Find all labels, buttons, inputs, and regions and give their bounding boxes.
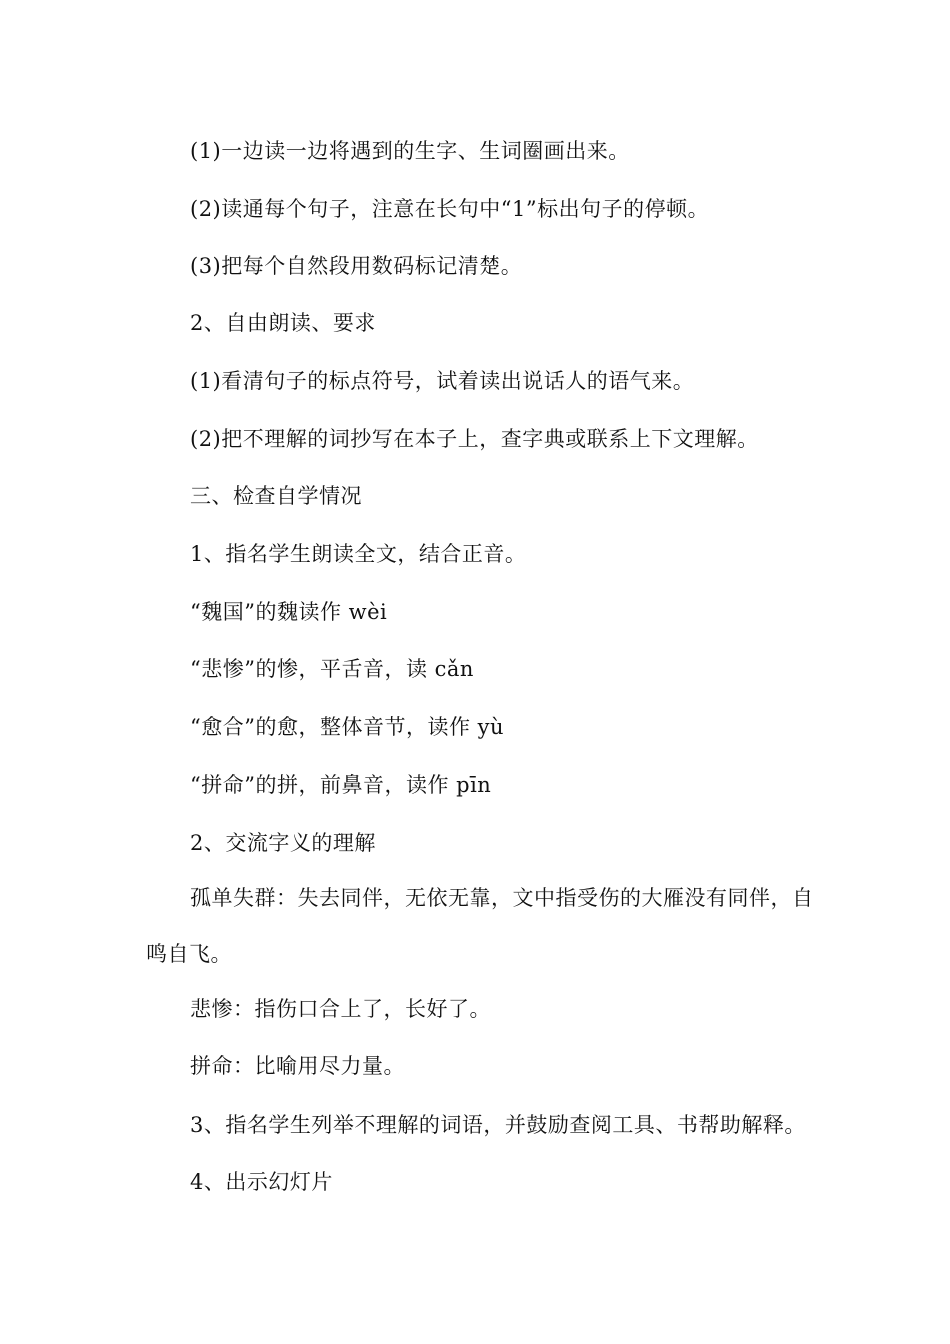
text-line: 3、指名学生列举不理解的词语，并鼓励查阅工具、书帮助解释。	[190, 1113, 806, 1137]
text-line: 拼命：比喻用尽力量。	[190, 1054, 405, 1078]
text-line: (1)看清句子的标点符号，试着读出说话人的语气来。	[190, 369, 695, 393]
text-line: (2)读通每个句子，注意在长句中“1”标出句子的停顿。	[190, 197, 710, 221]
text-line: “悲惨”的惨，平舌音，读 cǎn	[190, 657, 474, 681]
text-line: (3)把每个自然段用数码标记清楚。	[190, 254, 523, 278]
text-line: “拼命”的拼，前鼻音，读作 pīn	[190, 773, 492, 797]
text-line: (1)一边读一边将遇到的生字、生词圈画出来。	[190, 139, 630, 163]
text-line: “愈合”的愈，整体音节，读作 yù	[190, 715, 505, 739]
text-line: 2、交流字义的理解	[190, 831, 376, 855]
text-line: 1、指名学生朗读全文，结合正音。	[190, 542, 527, 566]
text-paragraph: 孤单失群：失去同伴，无依无靠，文中指受伤的大雁没有同伴，自鸣自飞。	[146, 886, 814, 966]
text-line: “魏国”的魏读作 wèi	[190, 600, 388, 624]
text-line: 悲惨：指伤口合上了，长好了。	[190, 997, 491, 1021]
text-line: 4、出示幻灯片	[190, 1170, 333, 1194]
section-heading: 三、检查自学情况	[190, 484, 362, 508]
text-line: 2、自由朗读、要求	[190, 311, 376, 335]
text-line: (2)把不理解的词抄写在本子上，查字典或联系上下文理解。	[190, 427, 759, 451]
